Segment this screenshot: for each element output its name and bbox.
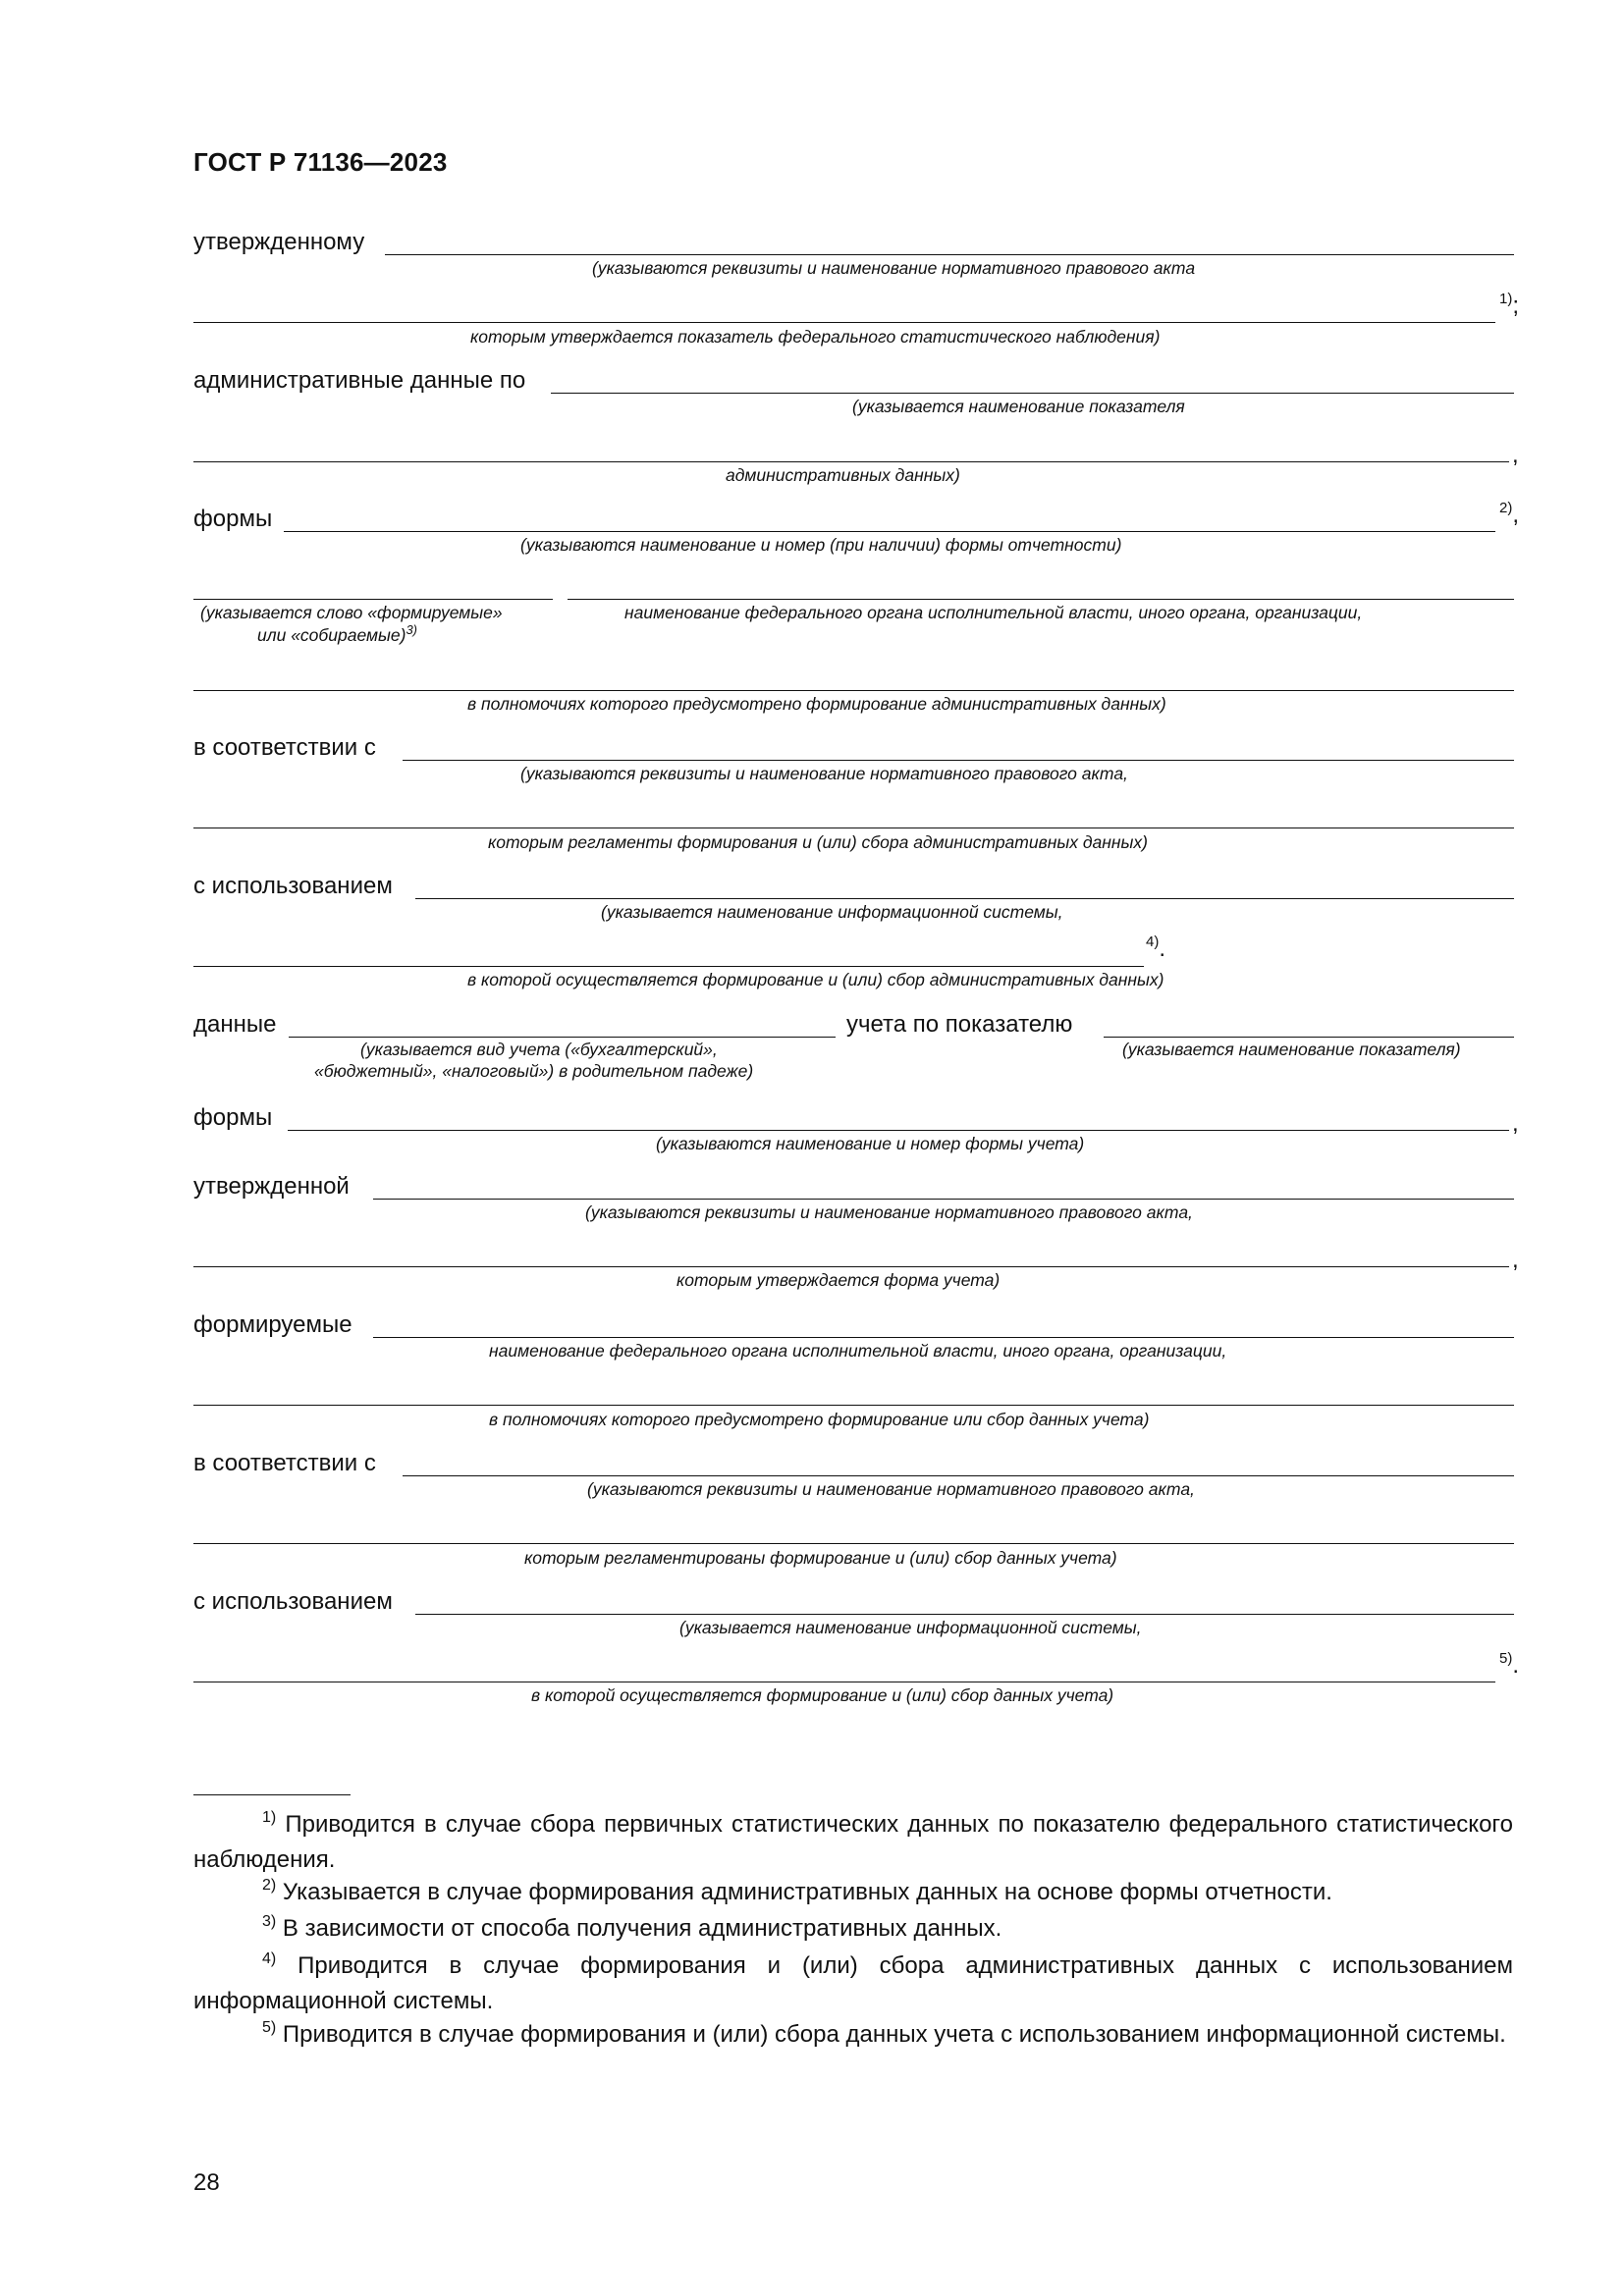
label-dannye: данные: [193, 1011, 277, 1038]
blank-line[interactable]: [385, 254, 1514, 255]
field-caption: в полномочиях которого предусмотрено формирование административных данных): [467, 694, 1166, 714]
field-caption: (указываются наименование и номер формы учета): [656, 1134, 1085, 1153]
field-caption: административных данных): [726, 465, 960, 485]
field-caption: «бюджетный», «налоговый») в родительном падеже): [314, 1061, 754, 1081]
footnote-ref: $^{2)}$,: [1499, 500, 1520, 528]
field-caption: (указывается наименование информационной системы,: [601, 902, 1063, 922]
line-punct: ,: [1512, 1110, 1519, 1137]
field-caption: (указываются реквизиты и наименование нормативного правового акта,: [585, 1202, 1193, 1222]
blank-line[interactable]: [403, 760, 1514, 761]
field-caption: (указываются реквизиты и наименование нормативного правового акта,: [587, 1479, 1195, 1499]
label-s-ispolzovaniem-2: с использованием: [193, 1588, 393, 1615]
blank-line[interactable]: [193, 690, 1514, 691]
footnote-separator: [193, 1794, 351, 1795]
line-punct: ,: [1512, 442, 1519, 468]
footnote-2: $^{2)}$ Указывается в случае формирования административных данных на основе формы отчетности.: [262, 1877, 1332, 1905]
footnote-3: $^{3)}$ В зависимости от способа получения административных данных.: [262, 1913, 1002, 1942]
document-header: ГОСТ Р 71136—2023: [193, 147, 448, 177]
blank-line[interactable]: [193, 1266, 1509, 1267]
field-caption: или «собираемые)$^{3)}$: [257, 622, 417, 645]
blank-line[interactable]: [288, 1130, 1509, 1131]
field-caption: (указываются реквизиты и наименование нормативного правового акта: [592, 258, 1196, 278]
footnote-4: $^{4)}$ Приводится в случае формирования и (или) сбора административных данных с использованием информационной системы.: [193, 1950, 1514, 2014]
field-caption: которым регламенты формирования и (или) сбора административных данных): [488, 832, 1148, 852]
field-caption: (указывается наименование показателя: [852, 397, 1185, 416]
blank-line[interactable]: [284, 531, 1495, 532]
label-utverzhdennoy: утвержденной: [193, 1173, 350, 1200]
blank-line[interactable]: [193, 461, 1509, 462]
label-utverzhdennomu: утвержденному: [193, 229, 365, 255]
field-caption: в полномочиях которого предусмотрено формирование или сбор данных учета): [489, 1410, 1150, 1429]
footnote-ref: $^{4)}$.: [1146, 934, 1166, 962]
field-caption: (указывается наименование показателя): [1122, 1040, 1461, 1059]
blank-line[interactable]: [373, 1337, 1514, 1338]
footnote-ref: $^{1)}$;: [1499, 291, 1520, 319]
footnote-5: $^{5)}$ Приводится в случае формирования и (или) сбора данных учета с использованием информационной системы.: [262, 2019, 1506, 2048]
blank-line[interactable]: [403, 1475, 1514, 1476]
blank-line[interactable]: [373, 1199, 1514, 1200]
label-v-sootvetstvii-s: в соответствии с: [193, 734, 376, 761]
page-number: 28: [193, 2169, 220, 2196]
field-caption: наименование федерального органа исполнительной власти, иного органа, организации,: [489, 1341, 1227, 1361]
field-caption: которым регламентированы формирование и (или) сбор данных учета): [524, 1548, 1117, 1568]
blank-line[interactable]: [1104, 1037, 1514, 1038]
field-caption: которым утверждается показатель федерального статистического наблюдения): [470, 327, 1161, 347]
label-s-ispolzovaniem: с использованием: [193, 873, 393, 899]
blank-line[interactable]: [193, 966, 1144, 967]
blank-line[interactable]: [289, 1037, 836, 1038]
line-punct: ,: [1512, 1247, 1519, 1273]
footnote-ref: $^{5)}$.: [1499, 1650, 1520, 1679]
field-caption: (указывается слово «формируемые»: [200, 603, 503, 622]
label-v-sootvetstvii-s-2: в соответствии с: [193, 1450, 376, 1476]
field-caption: наименование федерального органа исполнительной власти, иного органа, организации,: [624, 603, 1363, 622]
field-caption: которым утверждается форма учета): [677, 1270, 1001, 1290]
blank-line[interactable]: [415, 1614, 1514, 1615]
field-caption: в которой осуществляется формирование и (или) сбор данных учета): [531, 1685, 1114, 1705]
label-formy: формы: [193, 506, 273, 532]
blank-line[interactable]: [568, 599, 1514, 600]
footnote-1: $^{1)}$ Приводится в случае сбора первичных статистических данных по показателю федерального статистического наблюдения.: [193, 1809, 1513, 1873]
field-caption: в которой осуществляется формирование и (или) сбор административных данных): [467, 970, 1164, 989]
blank-line[interactable]: [193, 599, 553, 600]
label-formiruemye: формируемые: [193, 1311, 352, 1338]
field-caption: (указываются наименование и номер (при наличии) формы отчетности): [520, 535, 1122, 555]
blank-line[interactable]: [415, 898, 1514, 899]
label-formy-2: формы: [193, 1104, 273, 1131]
blank-line[interactable]: [193, 322, 1495, 323]
blank-line[interactable]: [193, 1405, 1514, 1406]
blank-line[interactable]: [193, 1543, 1514, 1544]
blank-line[interactable]: [551, 393, 1514, 394]
field-caption: (указывается вид учета («бухгалтерский»,: [360, 1040, 718, 1059]
label-administrativnye-dannye-po: административные данные по: [193, 367, 526, 394]
label-ucheta-po-pokazatelyu: учета по показателю: [846, 1011, 1073, 1038]
field-caption: (указываются реквизиты и наименование нормативного правового акта,: [520, 764, 1128, 783]
field-caption: (указывается наименование информационной системы,: [679, 1618, 1142, 1637]
